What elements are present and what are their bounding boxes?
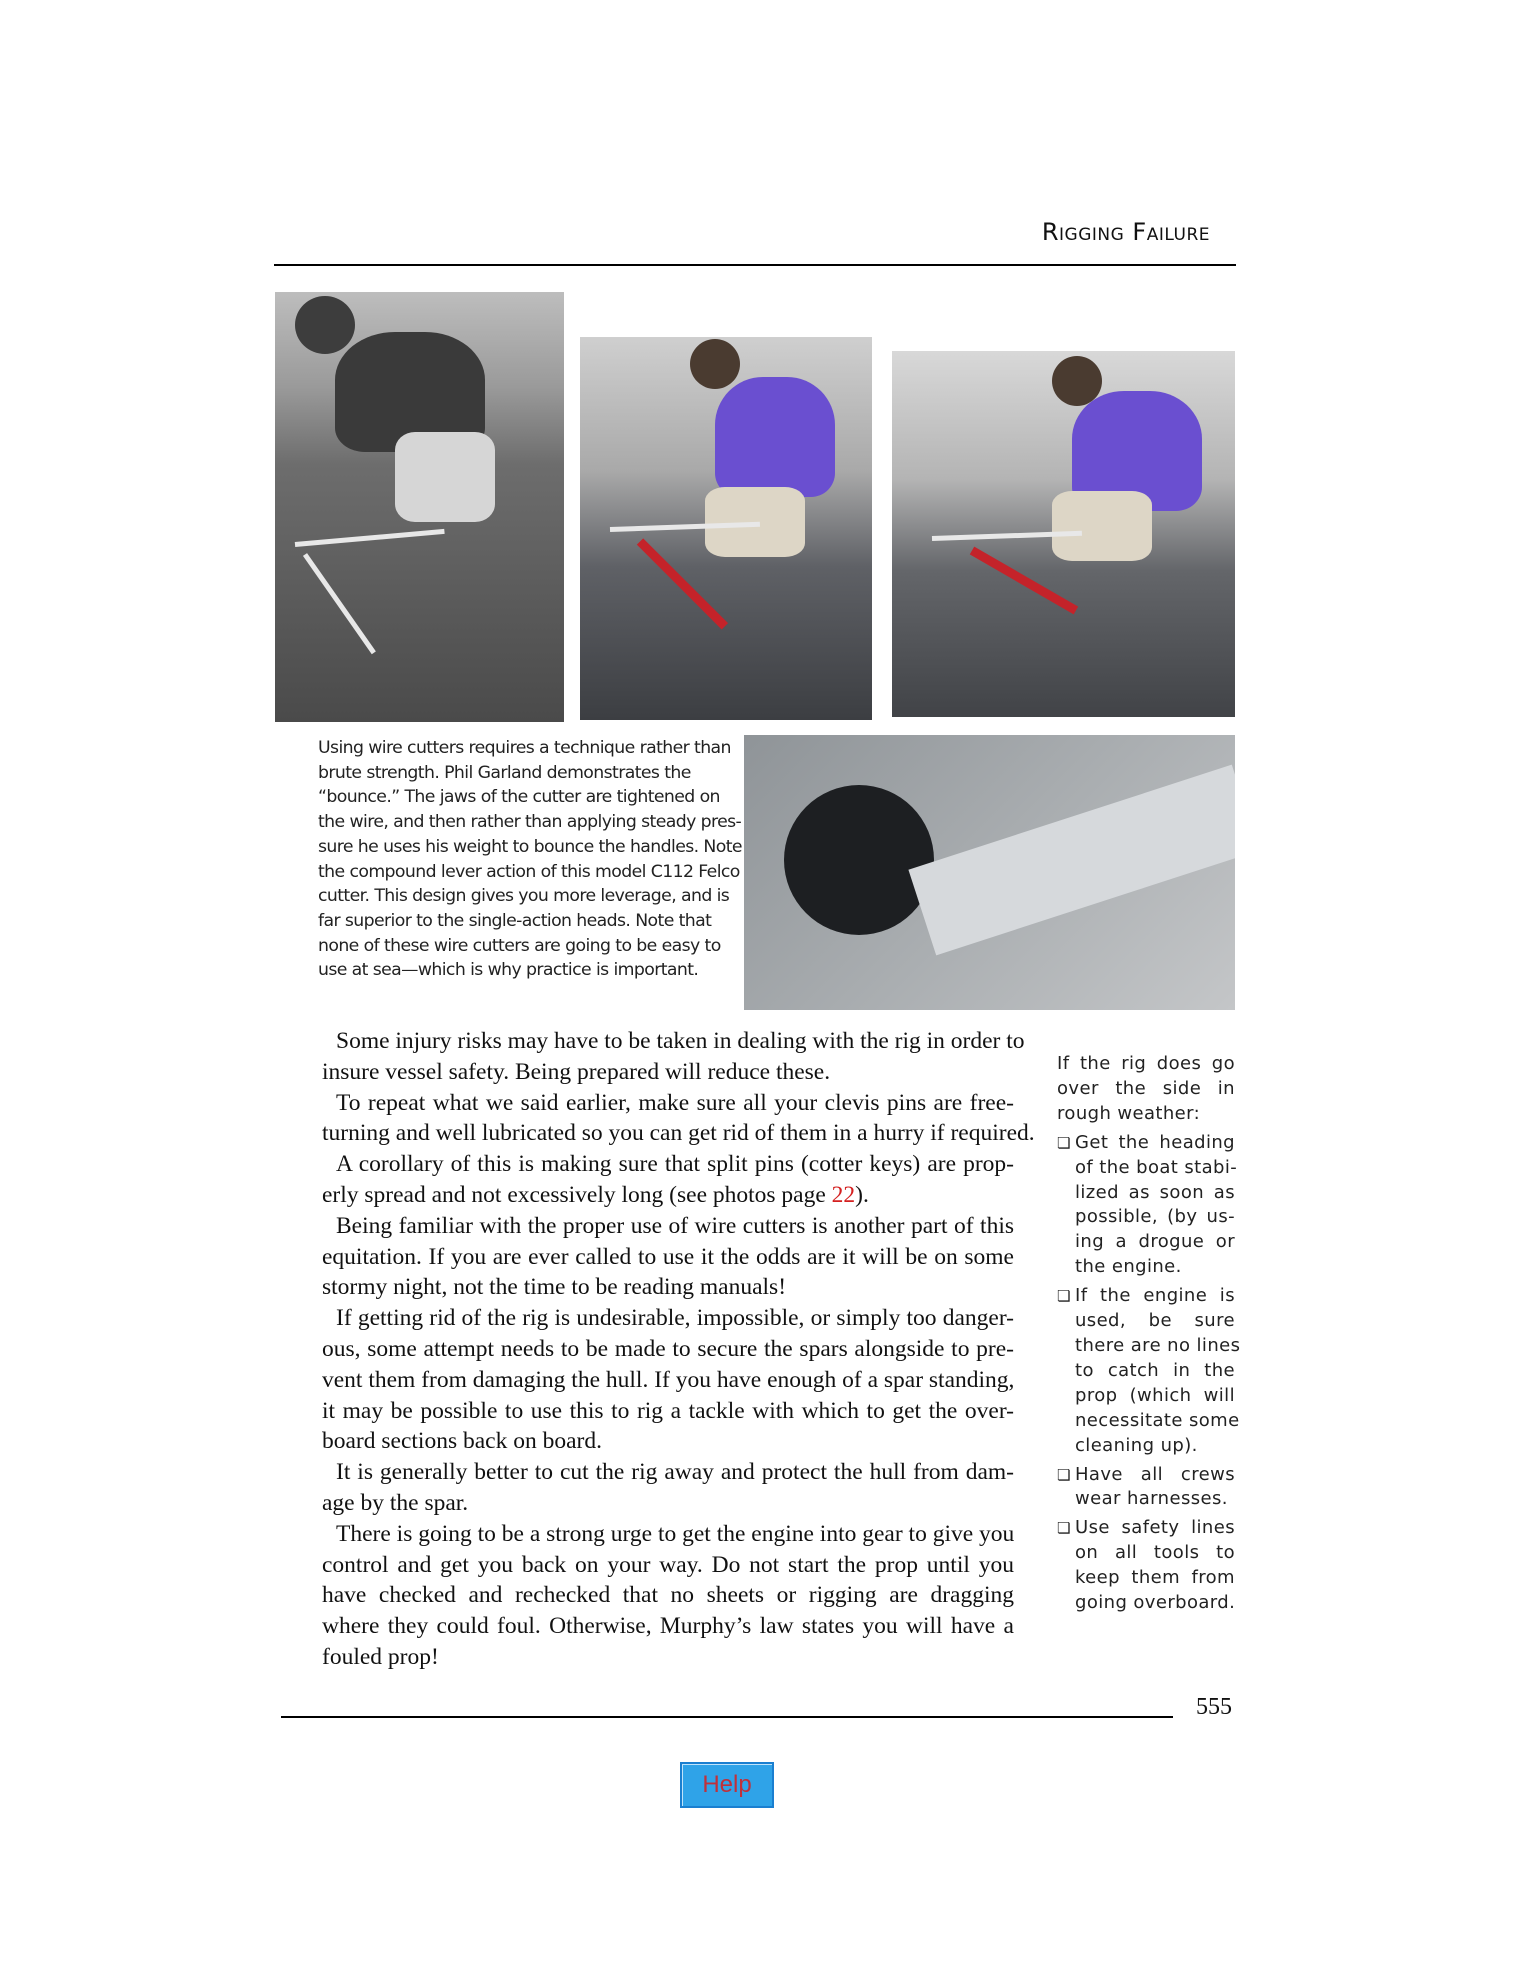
paragraph-line: A corollary of this is making sure that split pins (cotter keys) are prop- <box>336 1151 1014 1178</box>
sidebar-item-line: going overboard. <box>1075 1592 1236 1614</box>
page-number: 555 <box>1196 1694 1232 1720</box>
paragraph-line: insure vessel safety. Being prepared will reduce these. <box>322 1058 831 1085</box>
line-text: ). <box>855 1181 869 1208</box>
photo-cutter-jaws-closeup <box>744 735 1235 1010</box>
checkbox-icon: ❏ <box>1057 1519 1071 1538</box>
paragraph-line: Being familiar with the proper use of wire cutters is another part of this <box>336 1212 1014 1239</box>
paragraph <box>322 1519 1014 1673</box>
sidebar-item-line: of the boat stabi- <box>1075 1156 1238 1178</box>
sidebar-item-line: If the engine is <box>1075 1285 1235 1307</box>
line-text: erly spread and not excessively long (see photos page <box>322 1181 832 1208</box>
caption-line: far superior to the single-action heads. Note that <box>318 910 712 931</box>
caption-line: use at sea—which is why practice is important. <box>318 960 699 981</box>
paragraph-line <box>322 1180 1014 1211</box>
sidebar-item-line: ing a drogue or <box>1075 1231 1235 1253</box>
sidebar-intro-line: If the rig does go <box>1057 1053 1235 1074</box>
paragraph <box>322 1088 1035 1150</box>
paragraph-line: ous, some attempt needs to be made to secure the spars alongside to pre- <box>322 1335 1014 1362</box>
sidebar-intro-line: rough weather: <box>1057 1102 1201 1124</box>
help-button[interactable]: Help <box>680 1762 774 1808</box>
paragraph-line: fouled prop! <box>322 1643 439 1670</box>
running-head: Rigging Failure <box>1041 218 1210 246</box>
sidebar-item-line: necessitate some <box>1075 1409 1240 1431</box>
paragraph-line: board sections back on board. <box>322 1428 602 1455</box>
checkbox-icon: ❏ <box>1057 1465 1071 1484</box>
sidebar-item-line: cleaning up). <box>1075 1434 1198 1456</box>
header-rule <box>274 264 1236 266</box>
paragraph-line: control and get you back on your way. Do not start the prop until you <box>322 1551 1014 1578</box>
sidebar-item-line: there are no lines <box>1075 1334 1241 1356</box>
paragraph-line: vent them from damaging the hull. If you have enough of a spar standing, <box>322 1366 1015 1393</box>
caption-line: brute strength. Phil Garland demonstrates the <box>318 762 691 783</box>
sidebar-item <box>1057 1463 1235 1513</box>
sidebar-item-line: keep them from <box>1075 1567 1235 1589</box>
page-link[interactable]: 22 <box>831 1181 856 1208</box>
paragraph-line: age by the spar. <box>322 1489 469 1516</box>
paragraph-line: it may be possible to use this to rig a tackle with which to get the over- <box>322 1397 1014 1424</box>
sidebar-intro <box>1057 1052 1235 1127</box>
caption-line: sure he uses his weight to bounce the handles. Note <box>318 836 742 857</box>
sidebar-item <box>1057 1516 1235 1616</box>
photo-squat-cutting-wire-close <box>892 351 1235 717</box>
paragraph-line: turning and well lubricated so you can get rid of them in a hurry if required. <box>322 1120 1035 1147</box>
caption-line: cutter. This design gives you more leverage, and is <box>318 886 730 907</box>
sidebar-item-line: prop (which will <box>1075 1384 1235 1406</box>
sidebar-intro-line: over the side in <box>1057 1077 1235 1099</box>
footer-rule <box>281 1716 1173 1718</box>
sidebar-item-line: Have all crews <box>1075 1463 1235 1485</box>
photo-squat-cutting-wire <box>580 337 872 720</box>
sidebar-item-line: Use safety lines <box>1075 1517 1235 1539</box>
sidebar-item-line: Get the heading <box>1075 1131 1235 1153</box>
paragraph-line: where they could foul. Otherwise, Murphy’s law states you will have a <box>322 1613 1014 1640</box>
paragraph <box>322 1026 1025 1088</box>
paragraph <box>322 1457 1014 1519</box>
photo-caption <box>318 736 742 983</box>
paragraph-line: It is generally better to cut the rig away and protect the hull from dam- <box>336 1459 1014 1486</box>
sidebar-item-line: the engine. <box>1075 1256 1182 1278</box>
sidebar-item-line: possible, (by us- <box>1075 1206 1235 1228</box>
sidebar-item-line: on all tools to <box>1075 1542 1235 1564</box>
caption-line: “bounce.” The jaws of the cutter are tightened on <box>318 787 720 808</box>
paragraph-line: Some injury risks may have to be taken in dealing with the rig in order to <box>336 1028 1025 1054</box>
checkbox-icon: ❏ <box>1057 1287 1071 1306</box>
caption-line: the compound lever action of this model C112 Felco <box>318 861 740 882</box>
paragraph-line: stormy night, not the time to be reading manuals! <box>322 1274 787 1301</box>
paragraph <box>322 1149 1014 1211</box>
sidebar-item <box>1057 1131 1238 1280</box>
caption-line: Using wire cutters requires a technique rather than <box>318 738 731 758</box>
caption-line: the wire, and then rather than applying steady pres- <box>318 812 742 833</box>
sidebar-item-line: used, be sure <box>1075 1310 1235 1332</box>
sidebar-item-line: lized as soon as <box>1075 1181 1235 1203</box>
sidebar-item-line: to catch in the <box>1075 1359 1235 1381</box>
paragraph-line: equitation. If you are ever called to use it the odds are it will be on some <box>322 1243 1014 1270</box>
caption-line: none of these wire cutters are going to be easy to <box>318 935 721 956</box>
paragraph-line: There is going to be a strong urge to get the engine into gear to give you <box>336 1520 1015 1547</box>
photo-bw-cutting-wire <box>275 292 564 722</box>
paragraph-line: have checked and rechecked that no sheets or rigging are dragging <box>322 1582 1014 1609</box>
sidebar-item-line: wear harnesses. <box>1075 1488 1228 1510</box>
paragraph-line: To repeat what we said earlier, make sure all your clevis pins are free- <box>336 1089 1014 1116</box>
paragraph <box>322 1211 1014 1303</box>
paragraph-line: If getting rid of the rig is undesirable, impossible, or simply too danger- <box>336 1305 1014 1332</box>
sidebar-checklist <box>1057 1052 1241 1616</box>
body-text <box>322 1026 1035 1673</box>
sidebar-item <box>1057 1284 1241 1458</box>
checkbox-icon: ❏ <box>1057 1133 1071 1152</box>
paragraph <box>322 1303 1014 1457</box>
